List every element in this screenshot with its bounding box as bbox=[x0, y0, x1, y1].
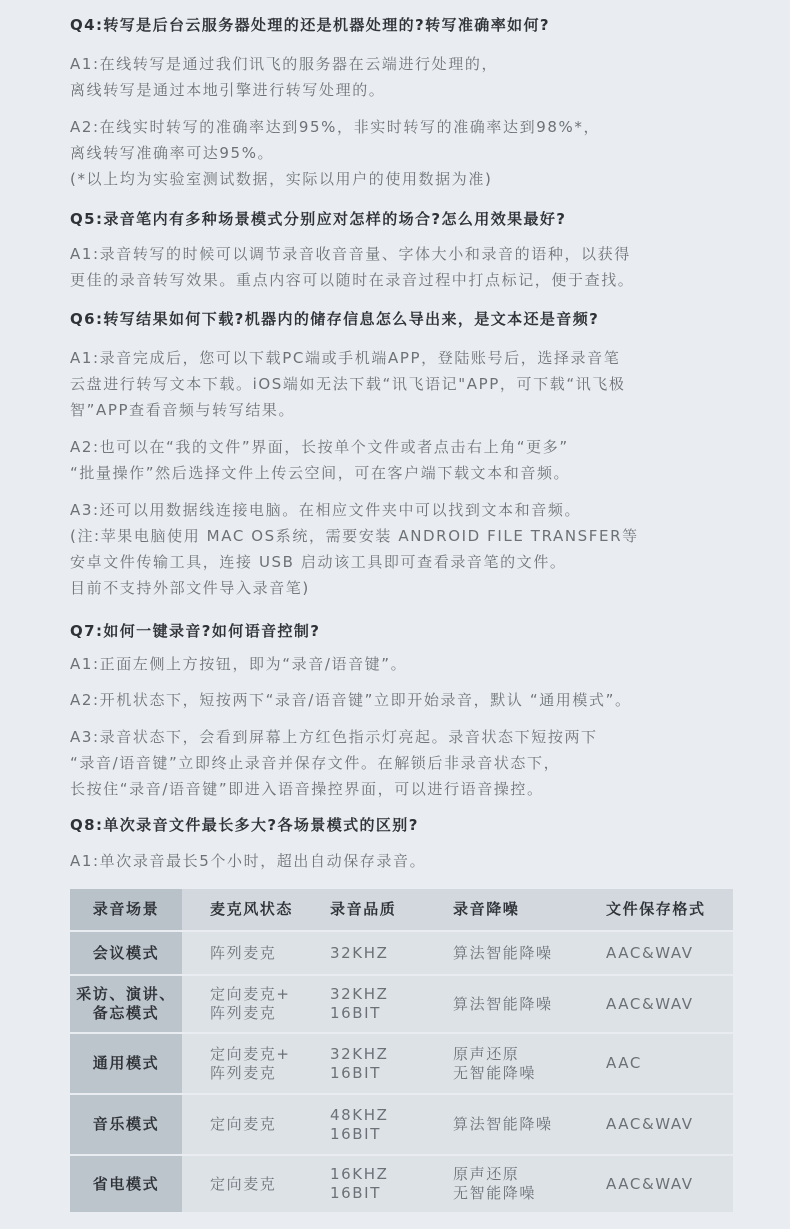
cell-line: 备忘模式 bbox=[92, 1004, 160, 1022]
answer-line: “批量操作”然后选择文件上传云空间，可在客户端下载文本和音频。 bbox=[70, 464, 571, 482]
header-scene: 录音场景 bbox=[70, 889, 182, 931]
answer-line: A3:录音状态下，会看到屏幕上方红色指示灯亮起。录音状态下短按两下 bbox=[70, 728, 598, 746]
cell-format: AAC&WAV bbox=[578, 975, 733, 1033]
cell-mic bbox=[182, 975, 308, 1033]
cell-format: AAC&WAV bbox=[578, 1094, 733, 1155]
header-quality: 录音品质 bbox=[308, 889, 431, 931]
cell-scene bbox=[70, 1155, 182, 1213]
cell-mic bbox=[182, 1094, 308, 1155]
question-q5: Q5:录音笔内有多种场景模式分别应对怎样的场合?怎么用效果最好? bbox=[70, 210, 567, 228]
answer-line: (*以上均为实验室测试数据，实际以用户的使用数据为准) bbox=[70, 170, 493, 188]
answer-line: 长按住“录音/语音键”即进入语音操控界面，可以进行语音操控。 bbox=[70, 780, 544, 798]
cell-line: 无智能降噪 bbox=[453, 1063, 537, 1082]
answer-line: A1:录音完成后，您可以下载PC端或手机端APP，登陆账号后，选择录音笔 bbox=[70, 349, 621, 367]
answer-line: A1:在线转写是通过我们讯飞的服务器在云端进行处理的， bbox=[70, 55, 499, 73]
cell-noise bbox=[431, 1094, 578, 1155]
cell-line: 算法智能降噪 bbox=[453, 994, 553, 1013]
cell-line: 阵列麦克 bbox=[210, 943, 277, 962]
cell-scene bbox=[70, 1094, 182, 1155]
table-row bbox=[70, 1033, 733, 1094]
cell-mic bbox=[182, 1155, 308, 1213]
cell-line: 省电模式 bbox=[92, 1174, 160, 1193]
cell-line: 定向麦克 bbox=[210, 1174, 277, 1193]
question-q6: Q6:转写结果如何下载?机器内的储存信息怎么导出来，是文本还是音频? bbox=[70, 310, 600, 328]
question-q8: Q8:单次录音文件最长多大?各场景模式的区别? bbox=[70, 816, 419, 834]
cell-line: 原声还原 bbox=[453, 1165, 520, 1183]
cell-line: 原声还原 bbox=[453, 1044, 520, 1063]
cell-line: 无智能降噪 bbox=[453, 1184, 537, 1202]
cell-line: 16BIT bbox=[330, 1124, 381, 1143]
cell-line: 定向麦克 bbox=[210, 1115, 277, 1133]
header-noise: 录音降噪 bbox=[431, 889, 578, 931]
answer-q8-a1 bbox=[70, 848, 426, 874]
cell-line: 32KHZ bbox=[330, 985, 389, 1003]
cell-quality bbox=[308, 931, 431, 975]
cell-line: 16BIT bbox=[330, 1004, 381, 1022]
cell-scene bbox=[70, 975, 182, 1033]
cell-line: 算法智能降噪 bbox=[453, 1115, 553, 1133]
cell-mic bbox=[182, 931, 308, 975]
answer-line: (注:苹果电脑使用 MAC OS系统，需要安装 ANDROID FILE TRANSFER等 bbox=[70, 527, 639, 545]
answer-line: A1:录音转写的时候可以调节录音收音音量、字体大小和录音的语种，以获得 bbox=[70, 245, 631, 263]
table-header-row bbox=[70, 889, 733, 931]
answer-q6-a3 bbox=[70, 497, 639, 601]
cell-noise bbox=[431, 975, 578, 1033]
cell-line: 会议模式 bbox=[92, 943, 160, 962]
cell-line: 定向麦克+ bbox=[210, 1044, 291, 1063]
cell-scene bbox=[70, 931, 182, 975]
cell-line: 采访、演讲、 bbox=[76, 985, 176, 1003]
table-row bbox=[70, 931, 733, 975]
cell-line: 定向麦克+ bbox=[210, 985, 291, 1003]
scene-mode-table bbox=[70, 889, 733, 1214]
cell-line: 阵列麦克 bbox=[210, 1063, 277, 1082]
answer-line: A2:在线实时转写的准确率达到95%，非实时转写的准确率达到98%*， bbox=[70, 118, 601, 136]
cell-format: AAC&WAV bbox=[578, 1155, 733, 1213]
cell-noise bbox=[431, 931, 578, 975]
cell-line: 48KHZ bbox=[330, 1105, 389, 1124]
cell-quality bbox=[308, 1155, 431, 1213]
cell-quality bbox=[308, 1094, 431, 1155]
answer-line: A1:单次录音最长5个小时，超出自动保存录音。 bbox=[70, 852, 427, 870]
answer-line: 云盘进行转写文本下载。iOS端如无法下载“讯飞语记"APP，可下载“讯飞极 bbox=[70, 375, 626, 393]
cell-line: 音乐模式 bbox=[92, 1115, 160, 1133]
header-mic: 麦克风状态 bbox=[182, 889, 308, 931]
cell-scene bbox=[70, 1033, 182, 1094]
cell-noise bbox=[431, 1155, 578, 1213]
answer-line: A2:开机状态下，短按两下“录音/语音键”立即开始录音，默认 “通用模式”。 bbox=[70, 691, 632, 709]
answer-line: A2:也可以在“我的文件”界面，长按单个文件或者点击右上角“更多” bbox=[70, 438, 569, 456]
cell-line: 32KHZ bbox=[330, 1044, 389, 1063]
answer-q5-a1 bbox=[70, 241, 634, 293]
cell-quality bbox=[308, 1033, 431, 1094]
question-q4: Q4:转写是后台云服务器处理的还是机器处理的?转写准确率如何? bbox=[70, 16, 550, 34]
cell-line: 16KHZ bbox=[330, 1165, 389, 1183]
answer-line: A1:正面左侧上方按钮，即为“录音/语音键”。 bbox=[70, 655, 408, 673]
header-format: 文件保存格式 bbox=[578, 889, 733, 931]
cell-noise bbox=[431, 1033, 578, 1094]
cell-line: 16BIT bbox=[330, 1184, 381, 1202]
answer-line: 安卓文件传输工具，连接 USB 启动该工具即可查看录音笔的文件。 bbox=[70, 553, 567, 571]
cell-mic bbox=[182, 1033, 308, 1094]
answer-q4-a2 bbox=[70, 114, 600, 192]
cell-line: 32KHZ bbox=[330, 943, 389, 962]
answer-line: “录音/语音键”立即终止录音并保存文件。在解锁后非录音状态下， bbox=[70, 754, 561, 772]
cell-format: AAC bbox=[578, 1033, 733, 1094]
answer-q7-a3 bbox=[70, 724, 598, 802]
cell-line: 16BIT bbox=[330, 1063, 381, 1082]
cell-line: 算法智能降噪 bbox=[453, 943, 553, 962]
answer-line: 离线转写是通过本地引擎进行转写处理的。 bbox=[70, 81, 386, 99]
answer-line: A3:还可以用数据线连接电脑。在相应文件夹中可以找到文本和音频。 bbox=[70, 501, 582, 519]
answer-line: 目前不支持外部文件导入录音笔) bbox=[70, 579, 310, 597]
cell-line: 阵列麦克 bbox=[210, 1004, 277, 1022]
cell-line: 通用模式 bbox=[92, 1054, 160, 1072]
answer-q7-a1 bbox=[70, 651, 407, 677]
table-row bbox=[70, 975, 733, 1033]
table-row bbox=[70, 1094, 733, 1155]
answer-line: 更佳的录音转写效果。重点内容可以随时在录音过程中打点标记，便于查找。 bbox=[70, 271, 635, 289]
answer-line: 离线转写准确率可达95%。 bbox=[70, 144, 275, 162]
answer-q6-a2 bbox=[70, 434, 570, 486]
answer-q7-a2 bbox=[70, 687, 632, 713]
question-q7: Q7:如何一键录音?如何语音控制? bbox=[70, 622, 321, 640]
answer-q4-a1 bbox=[70, 51, 498, 103]
table-row bbox=[70, 1155, 733, 1213]
cell-format: AAC&WAV bbox=[578, 931, 733, 975]
answer-line: 智”APP查看音频与转写结果。 bbox=[70, 401, 296, 419]
cell-quality bbox=[308, 975, 431, 1033]
answer-q6-a1 bbox=[70, 345, 626, 423]
